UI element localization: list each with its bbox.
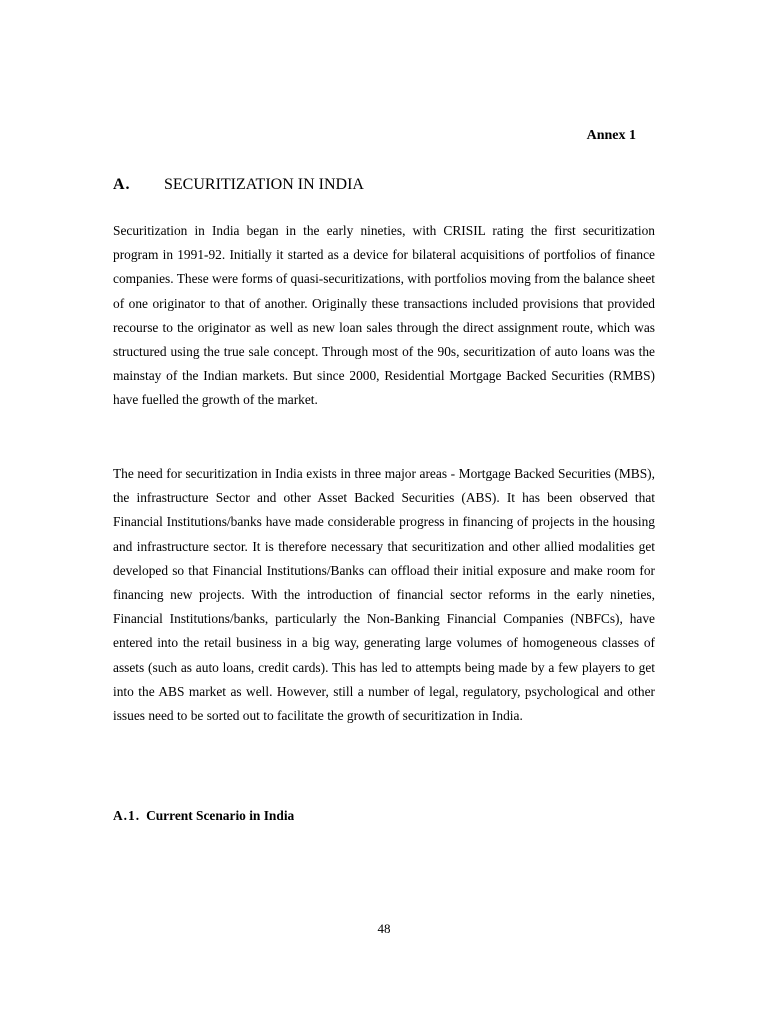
section-title: SECURITIZATION IN INDIA <box>164 176 364 193</box>
paragraph-1: Securitization in India began in the early nineties, with CRISIL rating the first securitization program in 1991-92. Initially it started as a device for bilateral acquisitions of portfolios of finance companies. These were forms of quasi-securitizations, with portfolios moving from the balance sheet of one originator to that of another. Originally these transactions included provisions that provided recourse to the originator as well as new loan sales through the direct assignment route, which was structured using the true sale concept. Through most of the 90s, securitization of auto loans was the mainstay of the Indian markets. But since 2000, Residential Mortgage Backed Securities (RMBS) have fuelled the growth of the market. <box>113 223 655 408</box>
subsection-heading <box>113 808 294 824</box>
paragraph-2: The need for securitization in India exists in three major areas - Mortgage Backed Securities (MBS), the infrastructure Sector and other Asset Backed Securities (ABS). It has been observed that Financial Institutions/banks have made considerable progress in financing of projects in the housing and infrastructure sector. It is therefore necessary that securitization and other allied modalities get developed so that Financial Institutions/Banks can offload their initial exposure and make room for financing new projects. With the introduction of financial sector reforms in the early nineties, Financial Institutions/banks, particularly the Non-Banking Financial Companies (NBFCs), have entered into the retail business in a big way, generating large volumes of homogeneous classes of assets (such as auto loans, credit cards). This has led to attempts being made by a few players to get into the ABS market as well. However, still a number of legal, regulatory, psychological and other issues need to be sorted out to facilitate the growth of securitization in India. <box>113 466 655 724</box>
section-number: A. <box>113 176 131 193</box>
section-heading <box>113 176 364 194</box>
subsection-number: A.1. <box>113 808 141 823</box>
annex-label: Annex 1 <box>586 128 636 143</box>
page-number: 48 <box>377 921 391 936</box>
subsection-title: Current Scenario in India <box>146 808 295 823</box>
